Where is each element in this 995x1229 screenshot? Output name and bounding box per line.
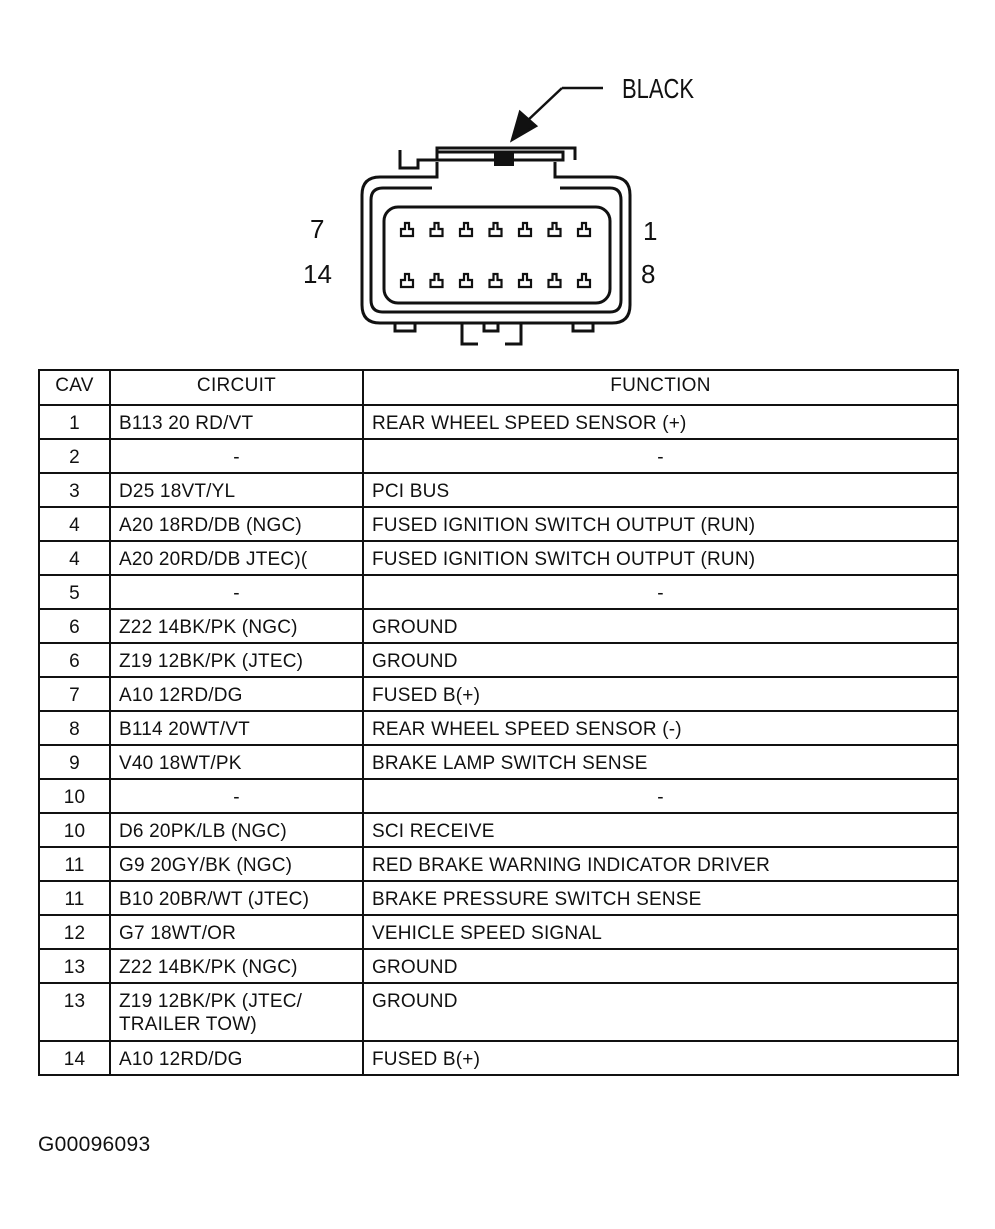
terminal-cavity xyxy=(401,274,413,287)
circuit-line: Z22 14BK/PK (NGC) xyxy=(119,957,298,978)
cell-cav: 4 xyxy=(39,507,110,541)
circuit-line: G9 20GY/BK (NGC) xyxy=(119,855,293,876)
cell-function: GROUND xyxy=(363,643,958,677)
cell-function: FUSED IGNITION SWITCH OUTPUT (RUN) xyxy=(363,541,958,575)
circuit-line: Z19 12BK/PK (JTEC/ xyxy=(119,991,303,1012)
circuit-line: A20 18RD/DB (NGC) xyxy=(119,515,302,536)
terminal-cavity xyxy=(549,274,561,287)
cell-function: BRAKE LAMP SWITCH SENSE xyxy=(363,745,958,779)
pinout-table-body xyxy=(39,405,958,1075)
table-row xyxy=(39,711,958,745)
cell-circuit xyxy=(110,473,363,507)
cell-function: - xyxy=(363,439,958,473)
cell-function: GROUND xyxy=(363,609,958,643)
cell-circuit xyxy=(110,609,363,643)
cell-function: RED BRAKE WARNING INDICATOR DRIVER xyxy=(363,847,958,881)
cell-cav: 4 xyxy=(39,541,110,575)
cell-circuit xyxy=(110,439,363,473)
terminal-cavity xyxy=(549,223,561,236)
circuit-line: - xyxy=(233,447,240,468)
table-row xyxy=(39,541,958,575)
table-row xyxy=(39,1041,958,1075)
circuit-line: Z22 14BK/PK (NGC) xyxy=(119,617,298,638)
terminal-cavity xyxy=(578,223,590,236)
terminal-cavity xyxy=(401,223,413,236)
table-row xyxy=(39,677,958,711)
table-row xyxy=(39,779,958,813)
circuit-line: B114 20WT/VT xyxy=(119,719,250,740)
circuit-line: A10 12RD/DG xyxy=(119,1049,243,1070)
terminal-cavity xyxy=(578,274,590,287)
cell-circuit xyxy=(110,405,363,439)
terminal-cavity xyxy=(519,223,531,236)
cell-function: VEHICLE SPEED SIGNAL xyxy=(363,915,958,949)
black-callout-arrow xyxy=(512,88,603,140)
pinout-table xyxy=(38,369,959,1076)
cell-cav: 6 xyxy=(39,643,110,677)
cell-function: REAR WHEEL SPEED SENSOR (+) xyxy=(363,405,958,439)
cell-cav: 13 xyxy=(39,983,110,1041)
cell-circuit xyxy=(110,949,363,983)
terminal-cavities xyxy=(401,223,590,287)
cell-cav: 6 xyxy=(39,609,110,643)
cell-cav: 14 xyxy=(39,1041,110,1075)
cell-function: GROUND xyxy=(363,949,958,983)
cell-cav: 3 xyxy=(39,473,110,507)
circuit-line: - xyxy=(233,787,240,808)
cell-function: - xyxy=(363,575,958,609)
cell-cav: 11 xyxy=(39,847,110,881)
cell-function: REAR WHEEL SPEED SENSOR (-) xyxy=(363,711,958,745)
table-header-row xyxy=(39,370,958,405)
table-row xyxy=(39,405,958,439)
cell-function: FUSED IGNITION SWITCH OUTPUT (RUN) xyxy=(363,507,958,541)
cell-circuit xyxy=(110,1041,363,1075)
terminal-cavity xyxy=(460,223,472,236)
terminal-cavity xyxy=(490,274,502,287)
cell-cav: 5 xyxy=(39,575,110,609)
circuit-line: D25 18VT/YL xyxy=(119,481,236,502)
terminal-cavity xyxy=(490,223,502,236)
circuit-line: B113 20 RD/VT xyxy=(119,413,254,434)
table-row xyxy=(39,609,958,643)
cell-circuit xyxy=(110,507,363,541)
cell-circuit xyxy=(110,813,363,847)
cell-circuit xyxy=(110,881,363,915)
cell-cav: 1 xyxy=(39,405,110,439)
table-row xyxy=(39,847,958,881)
cell-circuit xyxy=(110,643,363,677)
header-function: FUNCTION xyxy=(363,370,958,405)
table-row xyxy=(39,507,958,541)
circuit-line: B10 20BR/WT (JTEC) xyxy=(119,889,310,910)
circuit-line: - xyxy=(233,583,240,604)
pin-label-8: 8 xyxy=(641,259,656,289)
cell-cav: 7 xyxy=(39,677,110,711)
table-row xyxy=(39,813,958,847)
cell-cav: 10 xyxy=(39,779,110,813)
circuit-line: G7 18WT/OR xyxy=(119,923,237,944)
circuit-line: V40 18WT/PK xyxy=(119,753,242,774)
cell-cav: 11 xyxy=(39,881,110,915)
header-cav: CAV xyxy=(39,370,110,405)
cell-circuit xyxy=(110,983,363,1041)
header-circuit: CIRCUIT xyxy=(110,370,363,405)
terminal-cavity xyxy=(431,223,443,236)
cell-function: SCI RECEIVE xyxy=(363,813,958,847)
cell-function: FUSED B(+) xyxy=(363,1041,958,1075)
table-row xyxy=(39,881,958,915)
cell-circuit xyxy=(110,541,363,575)
table-row xyxy=(39,949,958,983)
pin-label-1: 1 xyxy=(643,216,658,246)
cell-cav: 8 xyxy=(39,711,110,745)
circuit-line: A20 20RD/DB JTEC)( xyxy=(119,549,308,570)
pin-label-14: 14 xyxy=(303,259,332,289)
cell-circuit xyxy=(110,745,363,779)
cell-function: BRAKE PRESSURE SWITCH SENSE xyxy=(363,881,958,915)
cell-cav: 9 xyxy=(39,745,110,779)
cell-circuit xyxy=(110,711,363,745)
terminal-cavity xyxy=(519,274,531,287)
table-row xyxy=(39,439,958,473)
connector-color-label: BLACK xyxy=(622,73,695,104)
cell-cav: 10 xyxy=(39,813,110,847)
cell-cav: 13 xyxy=(39,949,110,983)
pin-label-7: 7 xyxy=(310,214,325,244)
cell-cav: 2 xyxy=(39,439,110,473)
cell-function: PCI BUS xyxy=(363,473,958,507)
table-row xyxy=(39,575,958,609)
circuit-line: Z19 12BK/PK (JTEC) xyxy=(119,651,304,672)
cell-function: - xyxy=(363,779,958,813)
table-row xyxy=(39,473,958,507)
cell-circuit xyxy=(110,847,363,881)
cell-function: GROUND xyxy=(363,983,958,1041)
table-row xyxy=(39,915,958,949)
terminal-cavity xyxy=(460,274,472,287)
connector-body xyxy=(362,148,630,344)
cell-function: FUSED B(+) xyxy=(363,677,958,711)
cell-circuit xyxy=(110,915,363,949)
circuit-line: D6 20PK/LB (NGC) xyxy=(119,821,287,842)
cell-circuit xyxy=(110,779,363,813)
circuit-line: TRAILER TOW) xyxy=(119,1014,257,1035)
cell-circuit xyxy=(110,677,363,711)
figure-id: G00096093 xyxy=(38,1133,151,1156)
table-row xyxy=(39,745,958,779)
connector-diagram xyxy=(0,0,995,365)
cell-cav: 12 xyxy=(39,915,110,949)
circuit-line: A10 12RD/DG xyxy=(119,685,243,706)
terminal-cavity xyxy=(431,274,443,287)
table-row xyxy=(39,983,958,1041)
table-row xyxy=(39,643,958,677)
cell-circuit xyxy=(110,575,363,609)
